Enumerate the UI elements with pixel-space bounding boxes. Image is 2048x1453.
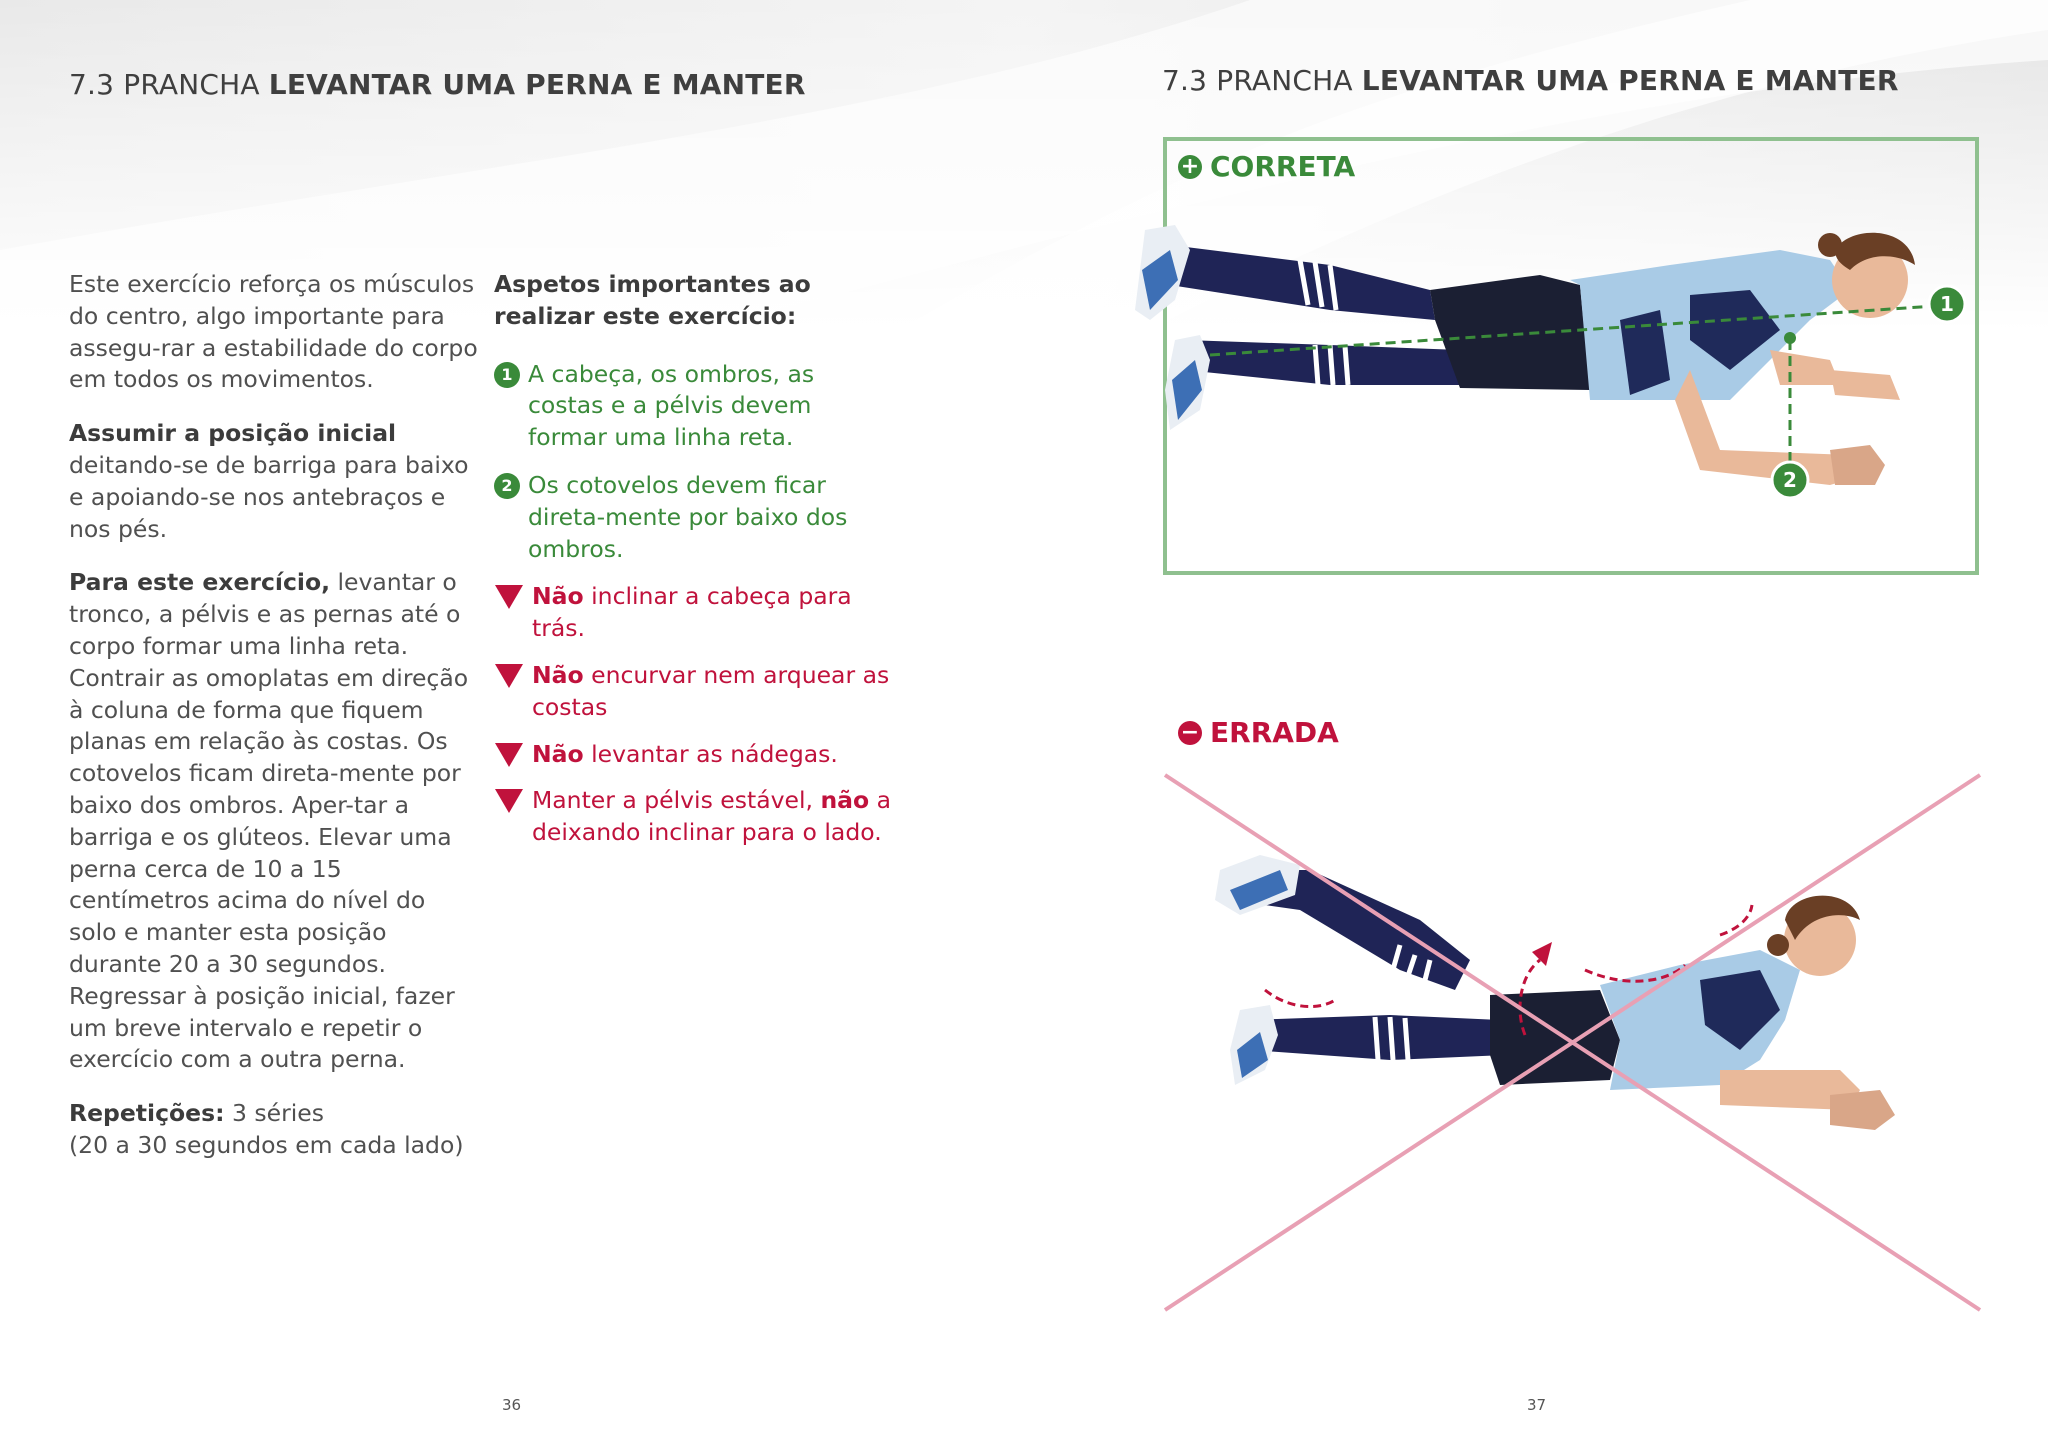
warning-triangle-icon — [494, 663, 524, 689]
correct-label — [1178, 150, 1355, 183]
warning-emphasis: Não — [532, 582, 584, 611]
wrong-plank-illustration — [1160, 770, 1990, 1320]
warning-emphasis: não — [820, 786, 870, 815]
warning-text — [532, 581, 894, 645]
repetitions-paragraph — [69, 1098, 479, 1162]
warning-body: Manter a pélvis estável, — [532, 786, 821, 815]
point-item-1 — [494, 359, 894, 454]
warning-triangle-icon — [494, 788, 524, 814]
warning-item-4 — [494, 785, 894, 849]
marker-1-label: 1 — [1940, 292, 1954, 316]
aspects-heading: Aspetos importantes ao realizar este exercício: — [494, 270, 811, 330]
warning-item-1 — [494, 581, 894, 645]
title-main: LEVANTAR UMA PERNA E MANTER — [1361, 64, 1899, 97]
warning-triangle-icon — [494, 742, 524, 768]
marker-2 — [1772, 462, 1808, 498]
point-number-badge: 1 — [494, 362, 520, 388]
repetitions-heading: Repetições: — [69, 1099, 225, 1128]
warning-text — [532, 660, 894, 724]
warning-emphasis: Não — [532, 660, 584, 689]
start-position-heading: Assumir a posição inicial — [69, 419, 397, 448]
minus-circle-icon: − — [1178, 721, 1202, 745]
exercise-heading: Para este exercício, — [69, 568, 331, 597]
start-position-paragraph — [69, 418, 479, 545]
repetitions-detail: (20 a 30 segundos em cada lado) — [69, 1130, 464, 1159]
plus-circle-icon: + — [1178, 155, 1202, 179]
warning-text — [532, 785, 894, 849]
exercise-text: levantar o tronco, a pélvis e as pernas até o corpo formar uma linha reta. Contrair as omoplatas em direção à coluna de forma que fiquem planas em relação às costas. Os cotovelos ficam direta-mente por baixo dos ombros. Aper-tar a barriga e os glúteos. Elevar uma perna cerca de 10 a 15 centímetros acima do nível do solo e manter esta posição durante 20 a 30 segundos. Regressar à posição inicial, fazer um breve intervalo e repetir o exercício com a outra perna. — [69, 568, 469, 1074]
title-main: LEVANTAR UMA PERNA E MANTER — [268, 68, 806, 101]
wrong-label-text: ERRADA — [1210, 716, 1339, 749]
title-prefix: 7.3 PRANCHA — [69, 68, 269, 101]
point-item-2 — [494, 470, 894, 565]
warning-body: encurvar nem arquear as costas — [532, 660, 890, 721]
warning-body-end: a deixando inclinar para o lado. — [532, 786, 892, 847]
warning-item-3 — [494, 739, 894, 771]
warning-body: inclinar a cabeça para trás. — [532, 582, 852, 643]
warning-triangle-icon — [494, 584, 524, 610]
point-text: A cabeça, os ombros, as costas e a pélvis devem formar uma linha reta. — [528, 359, 815, 452]
page-title-left — [69, 68, 806, 101]
correct-plank-illustration — [1130, 210, 1970, 510]
correct-label-text: CORRETA — [1210, 150, 1356, 183]
point-text: Os cotovelos devem ficar direta-mente por baixo dos ombros. — [528, 470, 848, 563]
page-title-right — [1162, 64, 1899, 97]
exercise-paragraph — [69, 567, 479, 1076]
wrong-label — [1178, 716, 1339, 749]
warning-item-2 — [494, 660, 894, 724]
warning-emphasis: Não — [532, 739, 584, 768]
point-number-badge: 2 — [494, 473, 520, 499]
marker-1 — [1929, 286, 1965, 322]
warning-text — [532, 739, 838, 771]
description-column — [69, 269, 479, 1184]
aspects-column — [494, 269, 894, 864]
warning-body: levantar as nádegas. — [583, 739, 838, 768]
title-prefix: 7.3 PRANCHA — [1162, 64, 1362, 97]
intro-paragraph: Este exercício reforça os músculos do centro, algo importante para assegu-rar a estabilidade do corpo em todos os movimentos. — [69, 270, 478, 394]
marker-2-label: 2 — [1783, 468, 1797, 492]
repetitions-text: 3 séries — [224, 1099, 324, 1128]
start-position-text: deitando-se de barriga para baixo e apoiando-se nos antebraços e nos pés. — [69, 450, 469, 543]
page-number-left: 36 — [502, 1396, 522, 1414]
page-number-right: 37 — [1527, 1396, 1547, 1414]
